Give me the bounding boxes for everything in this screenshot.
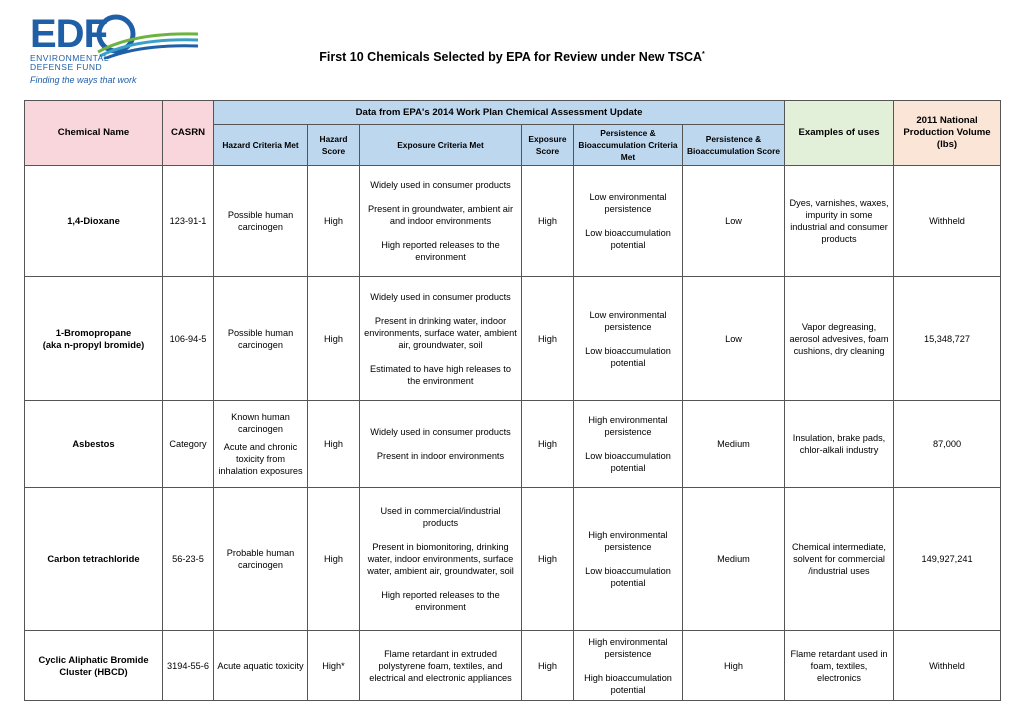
casrn: 106-94-5 (163, 277, 214, 401)
production-volume: 149,927,241 (894, 488, 1001, 631)
header-pb-score: Persistence & Bioaccumulation Score (683, 125, 785, 166)
casrn: 3194-55-6 (163, 631, 214, 701)
hazard-score: High* (308, 631, 360, 701)
casrn: 56-23-5 (163, 488, 214, 631)
production-volume: 87,000 (894, 401, 1001, 488)
exposure-score: High (522, 166, 574, 277)
casrn: 123-91-1 (163, 166, 214, 277)
header-exposure-score: Exposure Score (522, 125, 574, 166)
header-uses: Examples of uses (785, 101, 894, 166)
chemical-name: Carbon tetrachloride (25, 488, 163, 631)
hazard-score: High (308, 488, 360, 631)
header-hazard-criteria: Hazard Criteria Met (214, 125, 308, 166)
chemical-name: 1,4-Dioxane (25, 166, 163, 277)
header-epa-group: Data from EPA's 2014 Work Plan Chemical Assessment Update (214, 101, 785, 125)
chemicals-table (24, 100, 1001, 701)
header-casrn: CASRN (163, 101, 214, 166)
exposure-score: High (522, 277, 574, 401)
table-row (25, 488, 1001, 631)
pb-score: Low (683, 277, 785, 401)
pb-criteria: High environmental persistence Low bioaccumulation potential (574, 488, 683, 631)
logo-wordmark: EDF (30, 12, 107, 56)
exposure-score: High (522, 488, 574, 631)
exposure-criteria: Widely used in consumer products Present in indoor environments (360, 401, 522, 488)
page-title: First 10 Chemicals Selected by EPA for Review under New TSCA* (319, 50, 705, 64)
pb-score: High (683, 631, 785, 701)
production-volume: Withheld (894, 166, 1001, 277)
pb-score: Low (683, 166, 785, 277)
hazard-criteria: Known human carcinogen Acute and chronic toxicity from inhalation exposures (214, 401, 308, 488)
chemical-name: Cyclic Aliphatic Bromide Cluster (HBCD) (25, 631, 163, 701)
uses: Vapor degreasing, aerosol advesives, foam cushions, dry cleaning (785, 277, 894, 401)
casrn: Category (163, 401, 214, 488)
exposure-score: High (522, 401, 574, 488)
uses: Flame retardant used in foam, textiles, electronics (785, 631, 894, 701)
table-row (25, 401, 1001, 488)
hazard-criteria: Possible human carcinogen (214, 277, 308, 401)
exposure-criteria: Flame retardant in extruded polystyrene foam, textiles, and electrical and electronic appliances (360, 631, 522, 701)
chemical-name: 1-Bromopropane (aka n-propyl bromide) (25, 277, 163, 401)
edf-logo (30, 14, 210, 84)
hazard-criteria: Acute aquatic toxicity (214, 631, 308, 701)
hazard-criteria: Possible human carcinogen (214, 166, 308, 277)
production-volume: 15,348,727 (894, 277, 1001, 401)
hazard-criteria: Probable human carcinogen (214, 488, 308, 631)
header-pb-criteria: Persistence & Bioaccumulation Criteria Met (574, 125, 683, 166)
header-chemical-name: Chemical Name (25, 101, 163, 166)
pb-score: Medium (683, 401, 785, 488)
hazard-score: High (308, 277, 360, 401)
uses: Chemical intermediate, solvent for commercial /industrial uses (785, 488, 894, 631)
hazard-score: High (308, 166, 360, 277)
exposure-score: High (522, 631, 574, 701)
uses: Dyes, varnishes, waxes, impurity in some industrial and consumer products (785, 166, 894, 277)
table-row (25, 277, 1001, 401)
exposure-criteria: Used in commercial/industrial products Present in biomonitoring, drinking water, indoor environments, surface water, ambient air, groundwater, soil High reported releases to the environment (360, 488, 522, 631)
pb-criteria: Low environmental persistence Low bioaccumulation potential (574, 277, 683, 401)
pb-criteria: Low environmental persistence Low bioaccumulation potential (574, 166, 683, 277)
chemical-name: Asbestos (25, 401, 163, 488)
table-row (25, 166, 1001, 277)
uses: Insulation, brake pads, chlor-alkali industry (785, 401, 894, 488)
exposure-criteria: Widely used in consumer products Present in drinking water, indoor environments, surface water, ambient air, groundwater, soil Estimated to have high releases to the environment (360, 277, 522, 401)
exposure-criteria: Widely used in consumer products Present in groundwater, ambient air and indoor environments High reported releases to the environment (360, 166, 522, 277)
header-production: 2011 National Production Volume (lbs) (894, 101, 1001, 166)
header-hazard-score: Hazard Score (308, 125, 360, 166)
title-footnote-mark: * (702, 50, 705, 58)
logo-org-name: ENVIRONMENTAL DEFENSE FUND (30, 53, 110, 72)
logo-tagline: Finding the ways that work (30, 75, 137, 85)
table-row (25, 631, 1001, 701)
production-volume: Withheld (894, 631, 1001, 701)
header-exposure-criteria: Exposure Criteria Met (360, 125, 522, 166)
pb-criteria: High environmental persistence High bioaccumulation potential (574, 631, 683, 701)
pb-score: Medium (683, 488, 785, 631)
pb-criteria: High environmental persistence Low bioaccumulation potential (574, 401, 683, 488)
header-row-1 (25, 101, 1001, 125)
hazard-score: High (308, 401, 360, 488)
